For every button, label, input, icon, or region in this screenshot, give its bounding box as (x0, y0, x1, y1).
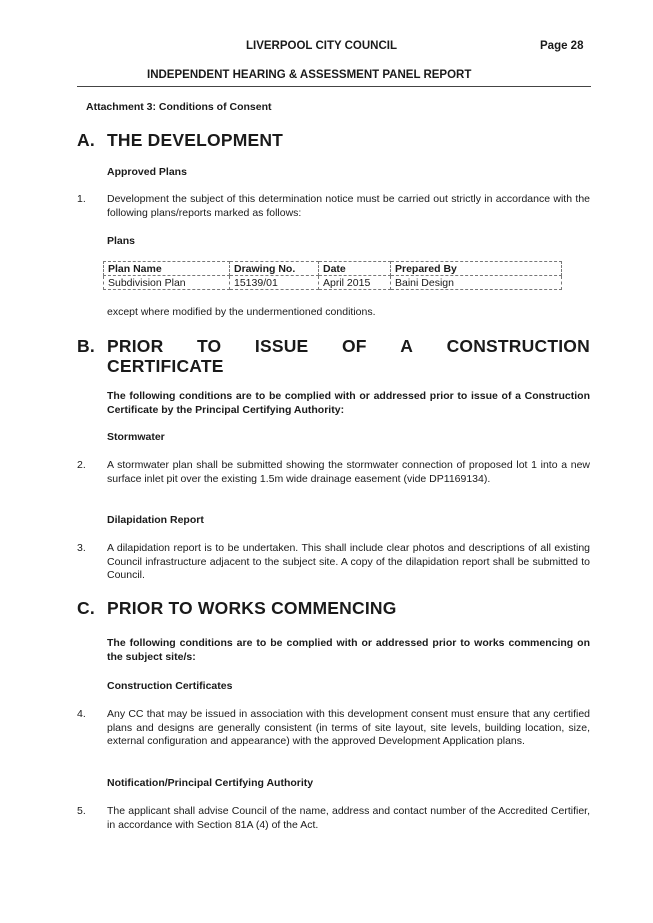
header-rule (77, 86, 591, 87)
notification-heading: Notification/Principal Certifying Authority (107, 777, 314, 789)
section-b-intro: The following conditions are to be complied with or addressed prior to issue of a Construction Certificate by the Principal Certifying Authority: (107, 390, 590, 416)
construction-certificates-heading: Construction Certificates (107, 680, 233, 692)
cell-date: April 2015 (319, 276, 391, 290)
section-c-intro: The following conditions are to be complied with or addressed prior to works commencing on the subject site/s: (107, 637, 590, 663)
item-5-text: The applicant shall advise Council of the name, address and contact number of the Accredited Certifier, in accordance with Section 81A (4) of the Act. (107, 805, 590, 831)
cell-plan-name: Subdivision Plan (104, 276, 230, 290)
stormwater-heading: Stormwater (107, 431, 165, 443)
approved-plans-heading: Approved Plans (107, 166, 187, 178)
cell-drawing-no: 15139/01 (230, 276, 319, 290)
section-a-title: THE DEVELOPMENT (107, 130, 284, 150)
item-1-number: 1. (77, 193, 86, 205)
item-4-text: Any CC that may be issued in association with this development consent must ensure that any certified plans and designs are generally consistent (in terms of site layout, site levels, building location, size, external configuration and appearance) with the approved Development Application plans. (107, 708, 590, 747)
report-title: INDEPENDENT HEARING & ASSESSMENT PANEL REPORT (147, 69, 472, 81)
item-2-text: A stormwater plan shall be submitted showing the stormwater connection of proposed lot 1 into a new surface inlet pit over the existing 1.5m wide drainage easement (vide DP1169134). (107, 459, 590, 485)
plans-table-wrap (103, 261, 562, 290)
item-2-number: 2. (77, 459, 86, 471)
plans-table-header-row (104, 262, 562, 276)
section-b-word: ISSUE (254, 336, 309, 356)
plans-heading: Plans (107, 235, 136, 247)
page-number: Page 28 (540, 40, 584, 52)
council-name: LIVERPOOL CITY COUNCIL (246, 40, 398, 52)
section-b-letter: B. (77, 336, 95, 356)
col-drawing-no: Drawing No. (230, 262, 319, 276)
section-b-word: TO (196, 336, 222, 356)
section-b-title-line2: CERTIFICATE (107, 356, 224, 376)
col-prepared-by: Prepared By (391, 262, 562, 276)
item-3-text: A dilapidation report is to be undertaken. This shall include clear photos and descriptions of all existing Council infrastructure adjacent to the subject site. A copy of the dilapidation report shall be submitted to Council. (107, 542, 590, 581)
item-1-text: Development the subject of this determination notice must be carried out strictly in accordance with the following plans/reports marked as follows: (107, 193, 590, 219)
section-b-word: CONSTRUCTION (446, 336, 590, 356)
section-b-word: OF (341, 336, 367, 356)
section-b-word: PRIOR (107, 336, 164, 356)
attachment-title: Attachment 3: Conditions of Consent (86, 101, 272, 113)
table-row (104, 276, 562, 290)
section-b-word: A (400, 336, 414, 356)
item-4-number: 4. (77, 708, 86, 720)
plans-table (103, 261, 562, 290)
except-text: except where modified by the undermentioned conditions. (107, 306, 376, 318)
section-c-letter: C. (77, 598, 95, 618)
cell-prepared-by: Baini Design (391, 276, 562, 290)
section-c-title: PRIOR TO WORKS COMMENCING (107, 598, 397, 618)
col-date: Date (319, 262, 391, 276)
item-5-number: 5. (77, 805, 86, 817)
item-3-number: 3. (77, 542, 86, 554)
section-b-title-line1 (107, 336, 590, 357)
dilapidation-heading: Dilapidation Report (107, 514, 204, 526)
section-a-letter: A. (77, 130, 95, 150)
col-plan-name: Plan Name (104, 262, 230, 276)
